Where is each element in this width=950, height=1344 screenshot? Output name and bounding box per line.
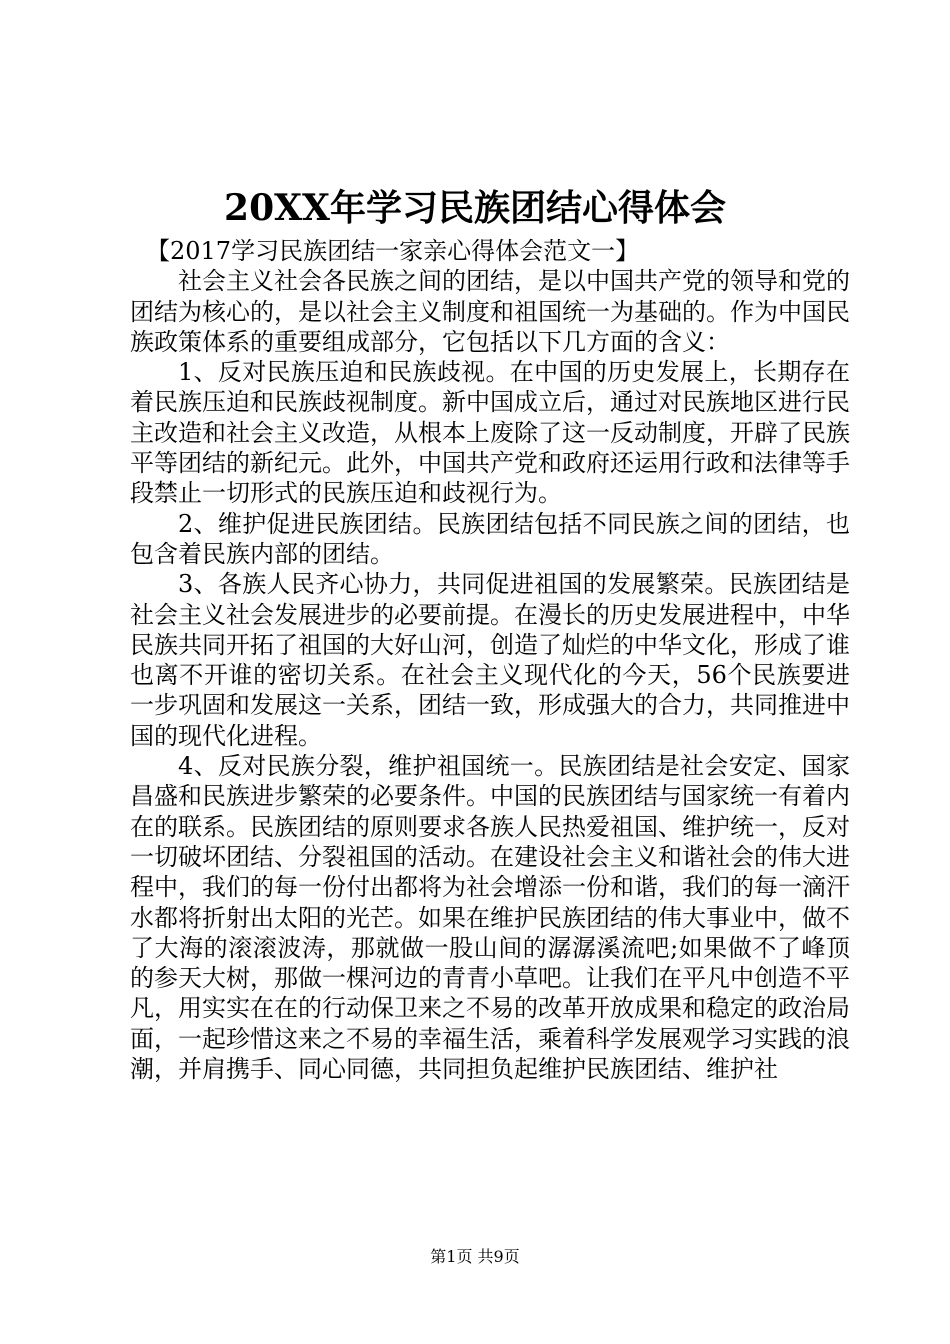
page-footer: 第1页 共9页 bbox=[430, 1247, 520, 1266]
paragraph-point-4: 4、反对民族分裂，维护祖国统一。民族团结是社会安定、国家昌盛和民族进步繁荣的必要条件。中国的民族团结与国家统一有着内在的联系。民族团结的原则要求各族人民热爱祖国、维护统一，反对一切破坏团结、分裂祖国的活动。在建设社会主义和谐社会的伟大进程中，我们的每一份付出都将为社会增添一份和谐，我们的每一滴汗水都将折射出太阳的光芒。如果在维护民族团结的伟大事业中，做不了大海的滚滚波涛，那就做一股山间的潺潺溪流吧;如果做不了峰顶的参天大树，那做一棵河边的青青小草吧。让我们在平凡中创造不平凡，用实实在在的行动保卫来之不易的改革开放成果和稳定的政治局面，一起珍惜这来之不易的幸福生活，乘着科学发展观学习实践的浪潮，并肩携手、同心同德，共同担负起维护民族团结、维护社 bbox=[130, 752, 850, 1084]
section-heading: 【2017学习民族团结一家亲心得体会范文一】 bbox=[146, 237, 640, 265]
document-title: 20XX年学习民族团结心得体会 bbox=[224, 187, 726, 229]
document-body bbox=[130, 236, 850, 1084]
paragraph-intro: 社会主义社会各民族之间的团结，是以中国共产党的领导和党的团结为核心的，是以社会主义制度和祖国统一为基础的。作为中国民族政策体系的重要组成部分，它包括以下几方面的含义： bbox=[130, 267, 850, 356]
paragraph-point-2: 2、维护促进民族团结。民族团结包括不同民族之间的团结，也包含着民族内部的团结。 bbox=[130, 509, 850, 568]
paragraph-point-1: 1、反对民族压迫和民族歧视。在中国的历史发展上，长期存在着民族压迫和民族歧视制度。新中国成立后，通过对民族地区进行民主改造和社会主义改造，从根本上废除了这一反动制度，开辟了民族平等团结的新纪元。此外，中国共产党和政府还运用行政和法律等手段禁止一切形式的民族压迫和歧视行为。 bbox=[130, 358, 850, 508]
paragraph-point-3: 3、各族人民齐心协力，共同促进祖国的发展繁荣。民族团结是社会主义社会发展进步的必要前提。在漫长的历史发展进程中，中华民族共同开拓了祖国的大好山河，创造了灿烂的中华文化，形成了谁也离不开谁的密切关系。在社会主义现代化的今天，56个民族要进一步巩固和发展这一关系，团结一致，形成强大的合力，共同推进中国的现代化进程。 bbox=[130, 570, 850, 750]
